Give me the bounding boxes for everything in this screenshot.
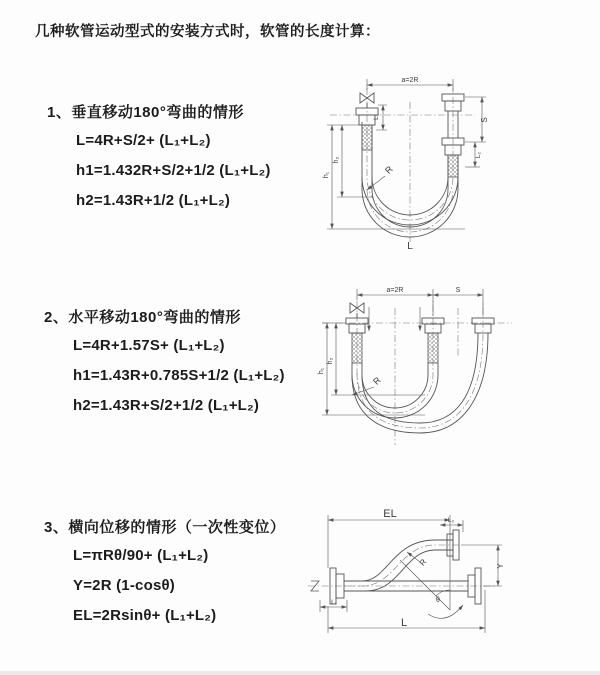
dim-label-l2: L₂	[447, 517, 455, 524]
formula-h2: h2=1.43R+1/2 (L₁+L₂)	[76, 192, 231, 209]
valve-icon	[360, 93, 374, 108]
formula-l: L=4R+1.57S+ (L₁+L₂)	[73, 337, 225, 354]
dim-label-l2: L₂	[475, 151, 482, 159]
section-2-heading: 2、水平移动180°弯曲的情形	[44, 309, 241, 326]
diagram-lateral-displacement	[300, 500, 600, 660]
dim-label-l: L	[407, 241, 413, 252]
dim-label-a2r: a=2R	[386, 287, 404, 294]
section-3-formulas	[73, 541, 216, 631]
radius-label: R	[417, 557, 429, 568]
page-title: 几种软管运动型式的安装方式时，软管的长度计算：	[35, 24, 380, 40]
dimension-lines	[327, 79, 486, 229]
formula-h2: h2=1.43R+S/2+1/2 (L₁+L₂)	[73, 397, 260, 414]
diagram-vertical-180-bend	[315, 72, 590, 257]
curved-hose	[362, 530, 459, 591]
section-1-heading: 1、垂直移动180°弯曲的情形	[47, 104, 244, 121]
dim-label-l: L	[400, 617, 408, 629]
dim-label-h1: h₁	[323, 171, 330, 179]
dim-label-h2: h₂	[333, 156, 340, 164]
dim-label-s: S	[480, 117, 489, 123]
formula-el: EL=2Rsinθ+ (L₁+L₂)	[73, 607, 217, 624]
radius-label: R	[371, 375, 383, 387]
radius-label: R	[383, 164, 395, 176]
hose-outline	[352, 333, 488, 433]
section-2-formulas	[73, 331, 285, 421]
angle-theta-label: θ	[436, 597, 440, 604]
dim-label-a2r: a=2R	[401, 77, 419, 84]
dim-label-el: EL	[383, 508, 397, 520]
dim-label-l1: L₁	[331, 599, 337, 606]
section-3-heading: 3、横向位移的情形（一次性变位）	[44, 519, 286, 536]
dimension-lines	[322, 289, 483, 415]
formula-y: Y=2R (1-cosθ)	[73, 577, 175, 594]
diagram-horizontal-180-bend	[312, 283, 590, 460]
formula-l: L=πRθ/90+ (L₁+L₂)	[73, 547, 209, 564]
page-bottom-edge	[0, 671, 600, 675]
formula-h1: h1=1.43R+0.785S+1/2 (L₁+L₂)	[73, 367, 285, 384]
formula-l: L=4R+S/2+ (L₁+L₂)	[76, 132, 211, 149]
formula-h1: h1=1.432R+S/2+1/2 (L₁+L₂)	[76, 162, 271, 179]
dim-label-l1: L₁	[373, 114, 380, 120]
dim-label-h1: h₁	[318, 367, 325, 375]
section-1-formulas	[76, 126, 271, 216]
dim-label-s: S	[455, 287, 461, 294]
dim-label-h2: h₂	[327, 357, 334, 365]
dim-label-y: Y	[496, 563, 505, 569]
